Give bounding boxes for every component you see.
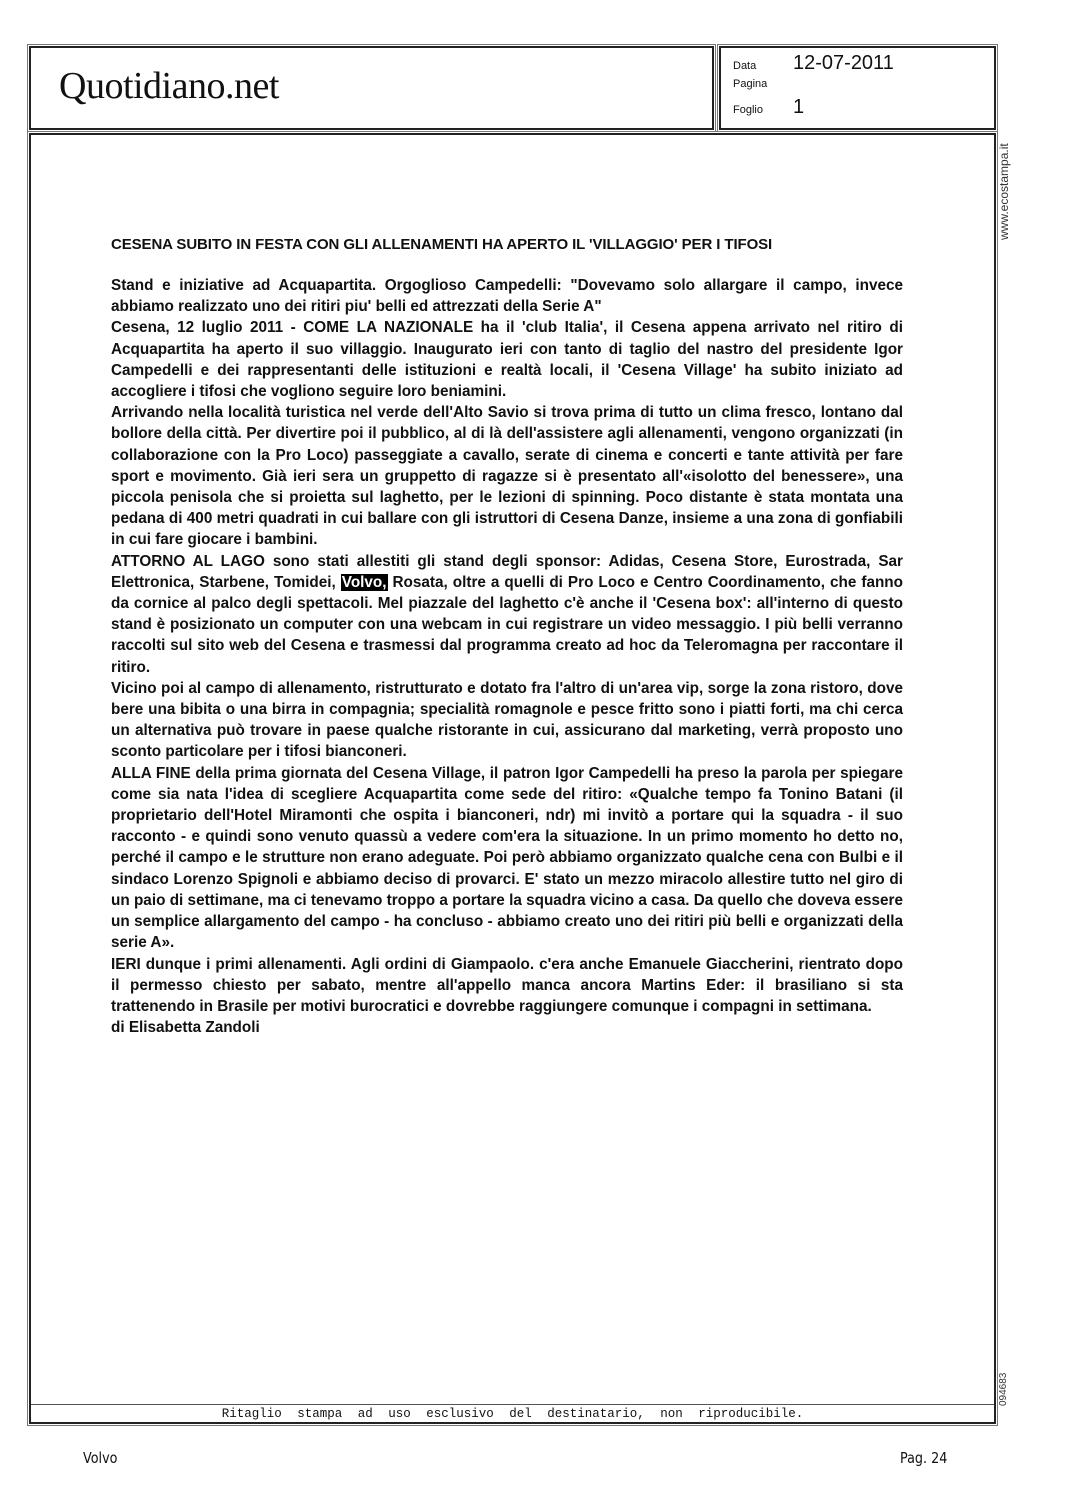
disclaimer-text: Ritaglio stampa ad uso esclusivo del destinatario, non riproducibile. bbox=[221, 1407, 804, 1421]
article-paragraph: IERI dunque i primi allenamenti. Agli ordini di Giampaolo. c'era anche Emanuele Giaccherini, rientrato dopo il permesso chiesto per sabato, mentre all'appello manca ancora Martins Eder: il brasiliano si sta trattenendo in Brasile per motivi burocratici e dovrebbe raggiungere comunque i compagni in settimana. bbox=[111, 955, 903, 1015]
publication-logo: Quotidiano.net bbox=[59, 65, 279, 107]
page-label: Pagina bbox=[733, 78, 768, 90]
article-byline: di Elisabetta Zandoli bbox=[111, 1019, 260, 1037]
disclaimer-divider bbox=[31, 1404, 994, 1405]
article-paragraph: Arrivando nella località turistica nel verde dell'Alto Savio si trova prima di tutto un clima fresco, lontano dal bollore della città. Per divertire poi il pubblico, al di là dell'assistere agli allenamenti, vengono organizzati (in collaborazione con la Pro Loco) passeggiate a cavallo, serate di cinema e concerti e tante attività per fare sport e movimento. Già ieri sera un gruppetto di ragazze si è presentato all'«isolotto del benessere», una piccola penisola che si proietta sul laghetto, per le lezioni di spinning. Poco distante è stata montata una pedana di 400 metri quadrati in cui ballare con gli istruttori di Cesena Danze, insieme a una zona di gonfiabili in cui fare giocare i bambini. bbox=[111, 404, 903, 549]
article-headline: CESENA SUBITO IN FESTA CON GLI ALLENAMENTI HA APERTO IL 'VILLAGGIO' PER I TIFOSI bbox=[111, 236, 773, 253]
article-paragraph: Cesena, 12 luglio 2011 - COME LA NAZIONALE ha il 'club Italia', il Cesena appena arrivato nel ritiro di Acquapartita ha aperto il suo villaggio. Inaugurato ieri con tanto di taglio del nastro del presidente Igor Campedelli e dei rappresentanti delle istituzioni e realtà locali, il 'Cesena Village' ha subito iniziato ad accogliere i tifosi che vogliono seguire loro beniamini. bbox=[111, 319, 903, 401]
date-value: 12-07-2011 bbox=[793, 52, 894, 74]
sheet-value: 1 bbox=[793, 96, 805, 118]
article-subtitle: Stand e iniziative ad Acquapartita. Orgoglioso Campedelli: "Dovevamo solo allargare il campo, invece abbiamo realizzato uno dei ritiri piu' belli ed attrezzati della Serie A" bbox=[111, 277, 903, 316]
article-paragraph: Vicino poi al campo di allenamento, ristrutturato e dotato fra l'altro di un'area vip, sorge la zona ristoro, dove bere una bibita o una birra in compagnia; specialità romagnole e pesce fritto sono i piatti forti, ma chi cerca un alternativa può trovare in paese qualche ristorante in cui, assicurano dal marketing, verrà proposto uno sconto particolare per i tifosi bianconeri. bbox=[111, 679, 903, 761]
clipping-code: 094683 bbox=[998, 1372, 1009, 1406]
sponsor-text-after: Rosata, oltre a quelli di Pro Loco e Centro Coordinamento, che fanno da cornice al palco degli spettacoli. Mel piazzale del laghetto c'è anche il 'Cesena box': all'interno di questo stand è posizionato un computer con una webcam in cui registrare un video messaggio. I più belli verranno raccolti sul sito web del Cesena e trasmessi dal programma creato ad hoc da Teleromagna per raccontare il ritiro. bbox=[111, 573, 903, 676]
footer-page-number: Pag. 24 bbox=[900, 1449, 948, 1467]
date-label: Data bbox=[733, 60, 757, 72]
date-row bbox=[733, 52, 894, 75]
page-row bbox=[733, 78, 793, 90]
sponsor-text-before: ATTORNO AL LAGO sono stati allestiti gli stand degli sponsor: Adidas, Cesena Store, Eurostrada, Sar Elettronica, Starbene, Tomidei, bbox=[111, 552, 903, 591]
sponsor-paragraph bbox=[111, 551, 903, 678]
metadata-box bbox=[719, 46, 996, 130]
sheet-label: Foglio bbox=[733, 104, 763, 116]
article-paragraph: ALLA FINE della prima giornata del Cesena Village, il patron Igor Campedelli ha preso la parola per spiegare come sia nata l'idea di scegliere Acquapartita come sede del ritiro: «Qualche tempo fa Tonino Batani (il proprietario dell'Hotel Miramonti che ospita i bianconeri, ndr) mi invitò a portare qui la squadra - il suo racconto - e quindi sono venuto quassù a vedere com'era la situazione. In un primo momento ho detto no, perché il campo e le strutture non erano adeguate. Poi però abbiamo organizzato qualche cena con Bulbi e il sindaco Lorenzo Spignoli e abbiamo deciso di provarci. E' stato un mezzo miracolo allestire tutto nel giro di un paio di settimane, ma ci tenevamo troppo a portare la squadra vicino a casa. Da quello che doveva essere un semplice allargamento del campo - ha concluso - abbiamo creato uno dei ritiri più belli e organizzati della serie A». bbox=[111, 764, 903, 952]
masthead-box bbox=[29, 46, 714, 130]
highlighted-keyword: Volvo, bbox=[341, 573, 387, 591]
footer-keyword: Volvo bbox=[83, 1449, 118, 1467]
article-box bbox=[29, 133, 996, 1424]
article-body bbox=[111, 275, 903, 1038]
website-watermark: www.ecostampa.it bbox=[997, 143, 1011, 240]
sheet-row bbox=[733, 96, 804, 119]
